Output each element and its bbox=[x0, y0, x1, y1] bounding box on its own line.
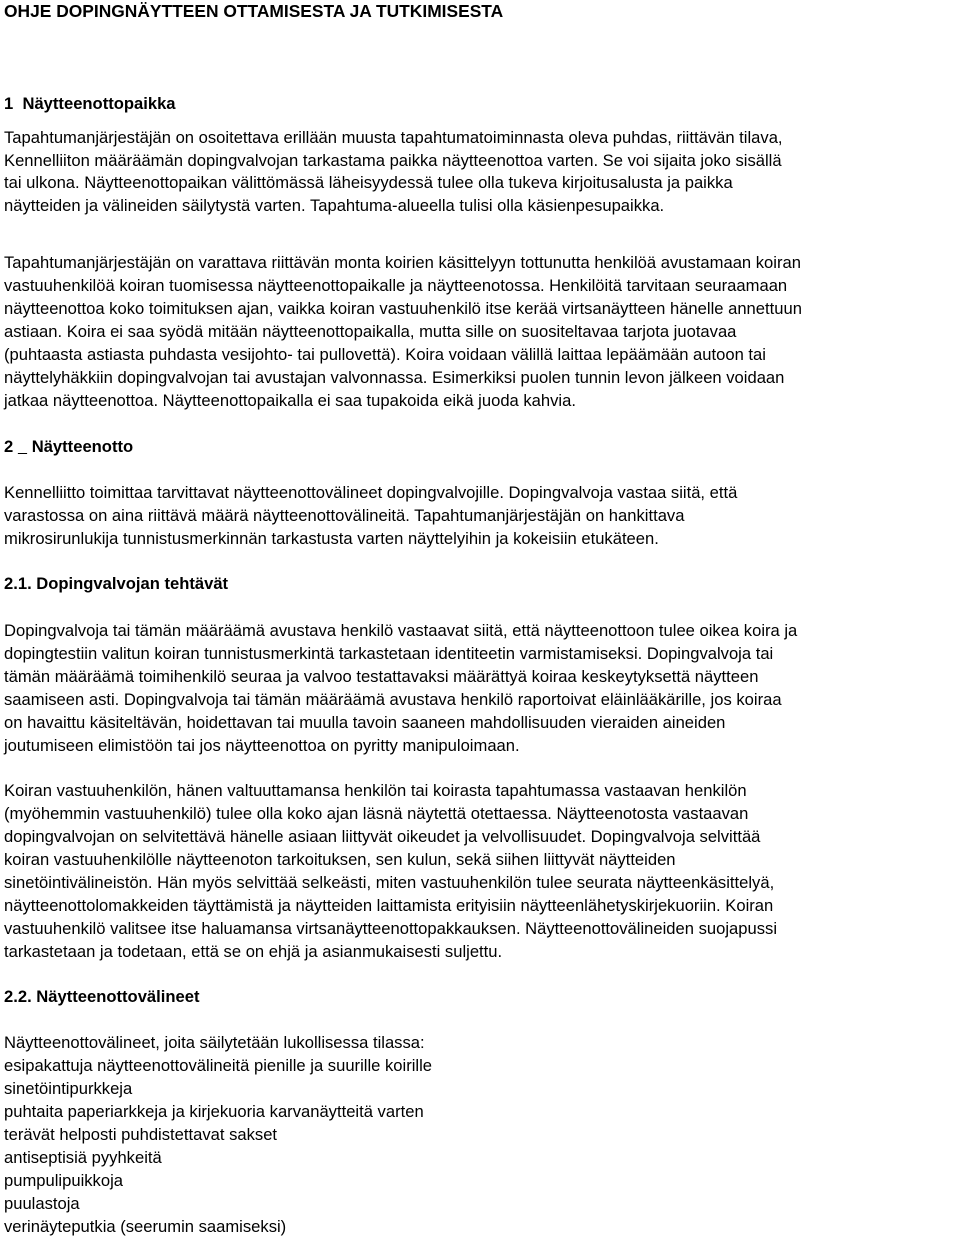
section-2-paragraph bbox=[4, 481, 960, 550]
text-line: tarkastetaan ja todetaan, että se on ehjä ja asianmukaisesti suljettu. bbox=[4, 942, 503, 961]
text-line: dopingtestiin valitun koiran tunnistusmerkintä tarkastetaan identiteetin varmistamiseksi. Dopingvalvoja tai bbox=[4, 644, 774, 663]
text-line: (puhtaasta astiasta puhdasta vesijohto- tai pullovettä). Koira voidaan välillä laittaa lepäämään autoon tai bbox=[4, 345, 766, 364]
section-2-title: Näytteenotto bbox=[31, 437, 134, 456]
text-line: näytteenottolomakkeiden täyttämistä ja näytteiden laittamista erityisiin näytteenlähetyskirjekuoriin. Koiran bbox=[4, 896, 774, 915]
text-line: näytteiden ja välineiden säilytystä varten. Tapahtuma-alueella tulisi olla käsienpesupaikka. bbox=[4, 195, 665, 215]
section-2-1-paragraph-1 bbox=[4, 619, 960, 757]
text-line: saamiseen asti. Dopingvalvoja tai tämän määräämä avustava henkilö raportoivat eläinlääkärille, jos koiraa bbox=[4, 690, 782, 709]
text-line: jatkaa näytteenottoa. Näytteenottopaikalla ei saa tupakoida eikä juoda kahvia. bbox=[4, 391, 576, 410]
text-line: on havaittu käsiteltävän, hoidettavan tai muulla tavoin saaneen mahdollisuuden vieraiden aineiden bbox=[4, 713, 726, 732]
list-item: puhtaita paperiarkkeja ja kirjekuoria karvanäytteitä varten bbox=[4, 1102, 424, 1121]
text-line: Tapahtumanjärjestäjän on osoitettava erillään muusta tapahtumatoiminnasta oleva puhdas, riittävän tilava, bbox=[4, 128, 783, 147]
section-1-paragraph-1 bbox=[4, 127, 960, 217]
list-item: pumpulipuikkoja bbox=[4, 1171, 123, 1190]
text-line: Koiran vastuuhenkilön, hänen valtuuttamansa henkilön tai koirasta tapahtumassa vastaavan henkilön bbox=[4, 781, 747, 800]
text-line: Tapahtumanjärjestäjän on varattava riittävän monta koirien käsittelyyn tottunutta henkilöä avustamaan koiran bbox=[4, 253, 801, 272]
text-line: Dopingvalvoja tai tämän määräämä avustava henkilö vastaavat siitä, että näytteenottoon tulee oikea koira ja bbox=[4, 621, 798, 640]
text-line: mikrosirunlukija tunnistusmerkinnän tarkastusta varten näyttelyihin ja kokeisiin etukäteen. bbox=[4, 529, 659, 548]
list-item: esipakattuja näytteenottovälineitä pienille ja suurille koirille bbox=[4, 1056, 433, 1075]
list-item: antiseptisiä pyyhkeitä bbox=[4, 1148, 162, 1167]
section-1-heading bbox=[4, 92, 176, 115]
section-1-number: 1 bbox=[4, 94, 14, 113]
list-item: sinetöintipurkkeja bbox=[4, 1079, 133, 1098]
list-item: terävät helposti puhdistettavat sakset bbox=[4, 1125, 278, 1144]
text-line: dopingvalvojan on selvitettävä hänelle asiaan liittyvät oikeudet ja velvollisuudet. Dopingvalvoja selvittää bbox=[4, 827, 761, 846]
heading-gap-underline bbox=[18, 437, 27, 456]
text-line: näyttelyhäkkiin dopingvalvojan tai avustajan valvonnassa. Esimerkiksi puolen tunnin levon jälkeen voidaan bbox=[4, 368, 785, 387]
section-2-1-paragraph-2 bbox=[4, 779, 960, 963]
section-1-paragraph-2 bbox=[4, 251, 960, 412]
list-intro: Näytteenottovälineet, joita säilytetään lukollisessa tilassa: bbox=[4, 1033, 425, 1052]
text-line: näytteenottoa koko toimituksen ajan, vaikka koiran vastuuhenkilö itse kerää virtsanäytteen hänelle annettuun bbox=[4, 299, 802, 318]
text-line: tämän määräämä toimihenkilö seuraa ja valvoo testattavaksi määrättyä koiraa keskeytyksettä näytteen bbox=[4, 667, 759, 686]
text-line: (myöhemmin vastuuhenkilö) tulee olla koko ajan läsnä näytettä otettaessa. Näytteenotosta vastaavan bbox=[4, 804, 749, 823]
text-line: koiran vastuuhenkilölle näytteenoton tarkoituksen, sen kulun, sekä siihen liittyvät näytteiden bbox=[4, 850, 676, 869]
text-line: Kennelliitto toimittaa tarvittavat näytteenottovälineet dopingvalvojille. Dopingvalvoja vastaa siitä, että bbox=[4, 483, 738, 502]
text-line: Kennelliiton määräämän dopingvalvojan tarkastama paikka näytteenottoa varten. Se voi sijaita joko sisällä bbox=[4, 150, 782, 170]
text-line: astiaan. Koira ei saa syödä mitään näytteenottopaikalla, mutta sille on suositeltavaa tarjota juotavaa bbox=[4, 322, 737, 341]
section-2-number: 2 bbox=[4, 437, 14, 456]
section-2-1-heading: 2.1. Dopingvalvojan tehtävät bbox=[4, 574, 229, 593]
section-2-2-heading: 2.2. Näytteenottovälineet bbox=[4, 987, 200, 1006]
text-line: varastossa on aina riittävä määrä näytteenottovälineitä. Tapahtumanjärjestäjän on hankittava bbox=[4, 506, 685, 525]
text-line: sinetöintivälineistön. Hän myös selvittää selkeästi, miten vastuuhenkilön tulee seurata näytteenkäsittelyä, bbox=[4, 873, 775, 892]
text-line: vastuuhenkilö valitsee itse haluamansa virtsanäytteenottopakkauksen. Näytteenottovälineiden suojapussi bbox=[4, 919, 778, 938]
text-line: tai ulkona. Näytteenottopaikan välittömässä läheisyydessä tulee olla tukeva kirjoitusalusta ja paikka bbox=[4, 173, 733, 193]
list-item: puulastoja bbox=[4, 1194, 80, 1213]
section-1-title: Näytteenottopaikka bbox=[22, 94, 176, 113]
section-2-heading bbox=[4, 435, 133, 458]
text-line: joutumiseen elimistöön tai jos näytteenottoa on pyritty manipuloimaan. bbox=[4, 736, 520, 755]
list-item: verinäyteputkia (seerumin saamiseksi) bbox=[4, 1217, 287, 1236]
text-line: vastuuhenkilöä koiran tuomisessa näytteenottopaikalle ja näytteenotossa. Henkilöitä tarvitaan seuraamaan bbox=[4, 276, 788, 295]
document-title: OHJE DOPINGNÄYTTEEN OTTAMISESTA JA TUTKIMISESTA bbox=[4, 1, 504, 21]
section-2-2-list bbox=[4, 1031, 960, 1238]
